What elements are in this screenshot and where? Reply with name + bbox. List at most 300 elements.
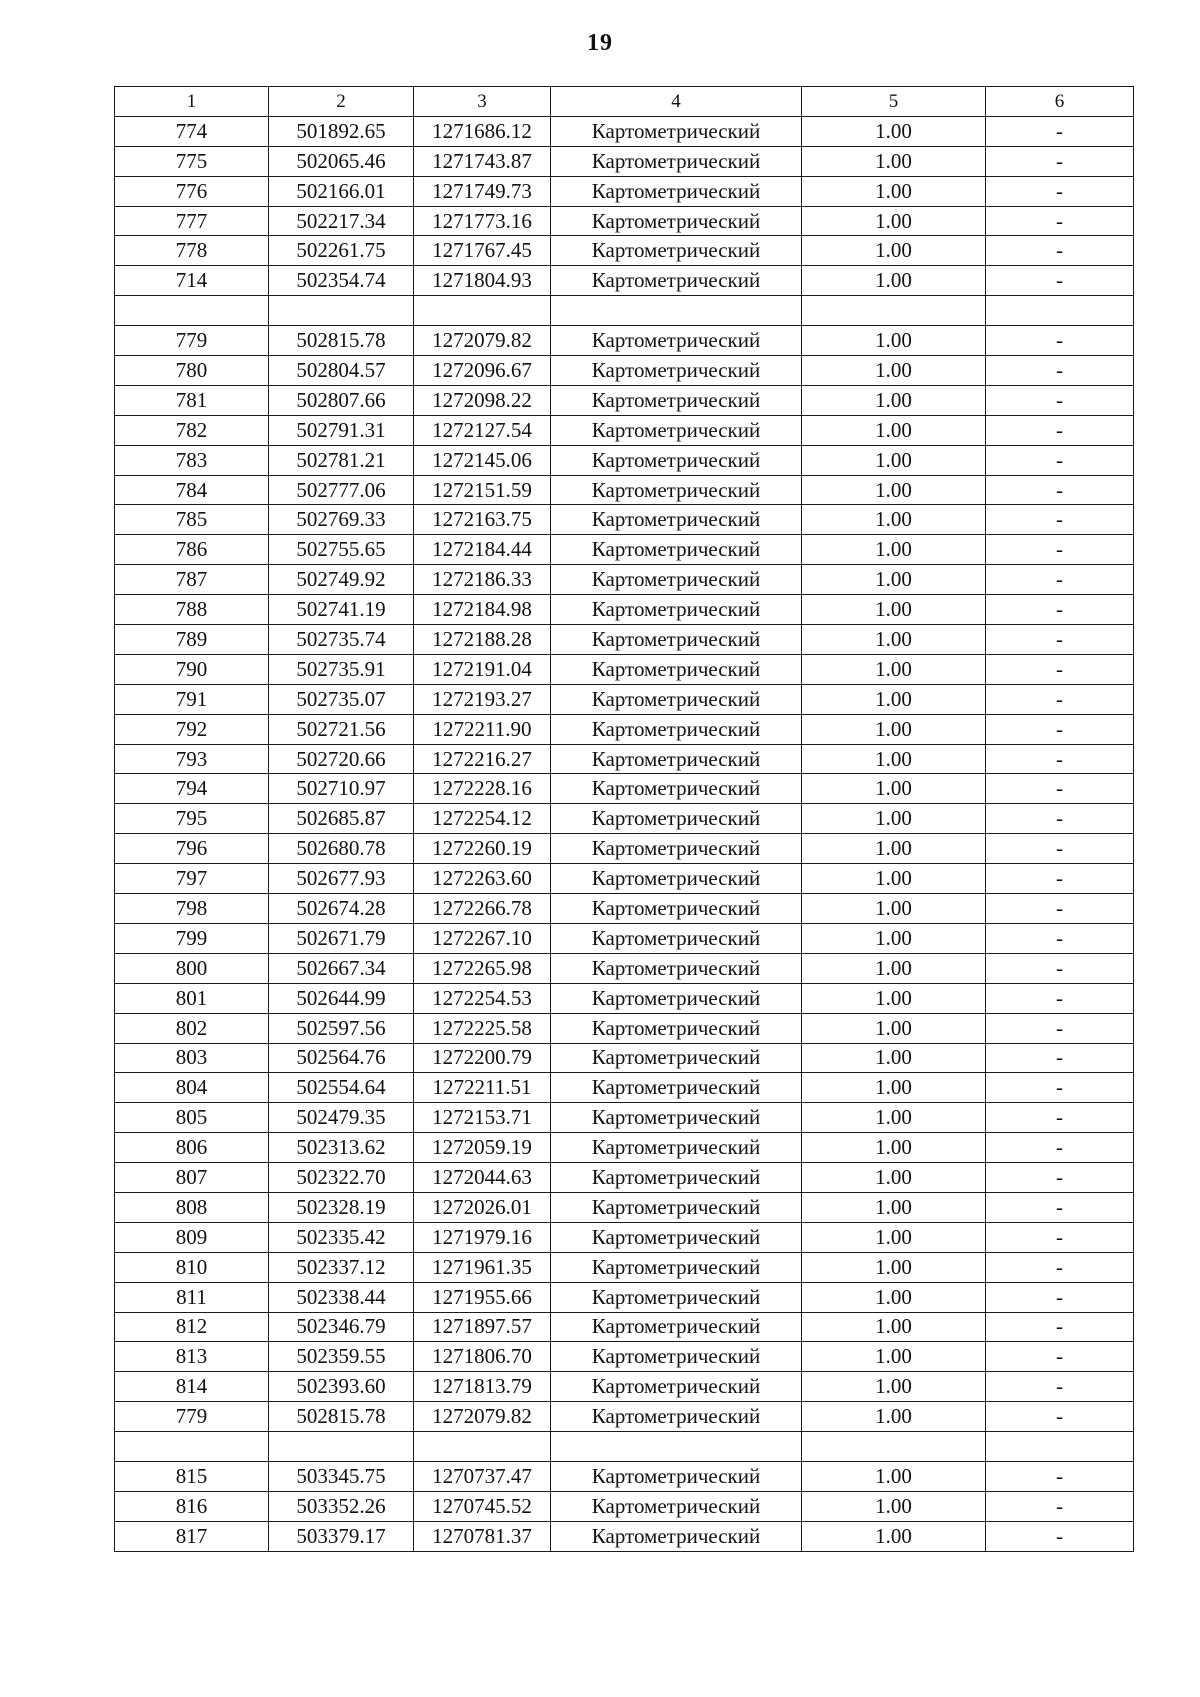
note-cell: - [986, 1222, 1134, 1252]
point-number-cell: 815 [115, 1461, 269, 1491]
method-cell: Картометрический [551, 714, 802, 744]
table-row [115, 535, 1134, 565]
method-cell: Картометрический [551, 1342, 802, 1372]
y-coordinate-cell: 1270745.52 [414, 1491, 551, 1521]
accuracy-cell: 1.00 [802, 774, 986, 804]
x-coordinate-cell: 502677.93 [269, 864, 414, 894]
y-coordinate-cell: 1272059.19 [414, 1133, 551, 1163]
y-coordinate-cell: 1271961.35 [414, 1252, 551, 1282]
x-coordinate-cell [269, 296, 414, 326]
accuracy-cell: 1.00 [802, 356, 986, 386]
table-row [115, 176, 1134, 206]
accuracy-cell: 1.00 [802, 1043, 986, 1073]
table-row [115, 356, 1134, 386]
note-cell: - [986, 1312, 1134, 1342]
method-cell: Картометрический [551, 445, 802, 475]
y-coordinate-cell [414, 296, 551, 326]
x-coordinate-cell: 502735.74 [269, 625, 414, 655]
y-coordinate-cell: 1272263.60 [414, 864, 551, 894]
y-coordinate-cell: 1272127.54 [414, 415, 551, 445]
x-coordinate-cell: 502346.79 [269, 1312, 414, 1342]
table-row [115, 953, 1134, 983]
point-number-cell: 807 [115, 1163, 269, 1193]
column-header: 6 [986, 87, 1134, 117]
note-cell: - [986, 146, 1134, 176]
y-coordinate-cell: 1272044.63 [414, 1163, 551, 1193]
method-cell: Картометрический [551, 1252, 802, 1282]
x-coordinate-cell: 502597.56 [269, 1013, 414, 1043]
point-number-cell: 817 [115, 1521, 269, 1551]
x-coordinate-cell: 502721.56 [269, 714, 414, 744]
accuracy-cell: 1.00 [802, 475, 986, 505]
accuracy-cell: 1.00 [802, 1252, 986, 1282]
point-number-cell: 804 [115, 1073, 269, 1103]
method-cell: Картометрический [551, 505, 802, 535]
note-cell: - [986, 1073, 1134, 1103]
note-cell [986, 296, 1134, 326]
method-cell: Картометрический [551, 206, 802, 236]
point-number-cell: 777 [115, 206, 269, 236]
accuracy-cell: 1.00 [802, 236, 986, 266]
x-coordinate-cell: 503352.26 [269, 1491, 414, 1521]
note-cell: - [986, 1282, 1134, 1312]
y-coordinate-cell: 1272254.53 [414, 983, 551, 1013]
x-coordinate-cell: 502804.57 [269, 356, 414, 386]
accuracy-cell: 1.00 [802, 595, 986, 625]
method-cell: Картометрический [551, 923, 802, 953]
table-row [115, 983, 1134, 1013]
table-row [115, 774, 1134, 804]
y-coordinate-cell: 1272188.28 [414, 625, 551, 655]
coordinates-table [114, 86, 1134, 1552]
point-number-cell: 783 [115, 445, 269, 475]
point-number-cell: 806 [115, 1133, 269, 1163]
accuracy-cell: 1.00 [802, 1372, 986, 1402]
x-coordinate-cell: 502322.70 [269, 1163, 414, 1193]
y-coordinate-cell: 1272026.01 [414, 1192, 551, 1222]
y-coordinate-cell: 1272184.98 [414, 595, 551, 625]
note-cell: - [986, 1461, 1134, 1491]
note-cell: - [986, 236, 1134, 266]
x-coordinate-cell: 502393.60 [269, 1372, 414, 1402]
accuracy-cell: 1.00 [802, 176, 986, 206]
point-number-cell: 779 [115, 1402, 269, 1432]
method-cell: Картометрический [551, 1013, 802, 1043]
accuracy-cell: 1.00 [802, 445, 986, 475]
method-cell: Картометрический [551, 804, 802, 834]
table-row [115, 505, 1134, 535]
table-row [115, 1282, 1134, 1312]
column-header: 5 [802, 87, 986, 117]
table-row [115, 1372, 1134, 1402]
accuracy-cell: 1.00 [802, 1312, 986, 1342]
note-cell: - [986, 1402, 1134, 1432]
x-coordinate-cell: 502769.33 [269, 505, 414, 535]
method-cell: Картометрический [551, 385, 802, 415]
point-number-cell: 788 [115, 595, 269, 625]
accuracy-cell: 1.00 [802, 206, 986, 236]
table-row [115, 1521, 1134, 1551]
table-row [115, 1252, 1134, 1282]
accuracy-cell: 1.00 [802, 684, 986, 714]
table-row [115, 894, 1134, 924]
y-coordinate-cell: 1271743.87 [414, 146, 551, 176]
point-number-cell: 799 [115, 923, 269, 953]
accuracy-cell: 1.00 [802, 625, 986, 655]
x-coordinate-cell: 502674.28 [269, 894, 414, 924]
x-coordinate-cell: 502328.19 [269, 1192, 414, 1222]
method-cell: Картометрический [551, 266, 802, 296]
table-row [115, 1491, 1134, 1521]
y-coordinate-cell: 1272145.06 [414, 445, 551, 475]
table-row [115, 595, 1134, 625]
note-cell: - [986, 774, 1134, 804]
note-cell: - [986, 714, 1134, 744]
accuracy-cell: 1.00 [802, 146, 986, 176]
x-coordinate-cell: 501892.65 [269, 116, 414, 146]
y-coordinate-cell: 1272163.75 [414, 505, 551, 535]
method-cell: Картометрический [551, 1282, 802, 1312]
x-coordinate-cell: 502338.44 [269, 1282, 414, 1312]
table-row [115, 1013, 1134, 1043]
table-row [115, 1222, 1134, 1252]
table-row [115, 714, 1134, 744]
x-coordinate-cell: 502261.75 [269, 236, 414, 266]
table-row [115, 834, 1134, 864]
y-coordinate-cell: 1272266.78 [414, 894, 551, 924]
note-cell: - [986, 684, 1134, 714]
note-cell: - [986, 1342, 1134, 1372]
accuracy-cell: 1.00 [802, 1133, 986, 1163]
method-cell: Картометрический [551, 356, 802, 386]
method-cell: Картометрический [551, 1312, 802, 1342]
note-cell: - [986, 923, 1134, 953]
note-cell: - [986, 894, 1134, 924]
x-coordinate-cell: 502791.31 [269, 415, 414, 445]
accuracy-cell: 1.00 [802, 1073, 986, 1103]
accuracy-cell: 1.00 [802, 1282, 986, 1312]
accuracy-cell: 1.00 [802, 1342, 986, 1372]
note-cell: - [986, 654, 1134, 684]
point-number-cell: 785 [115, 505, 269, 535]
point-number-cell: 774 [115, 116, 269, 146]
table-row [115, 684, 1134, 714]
table-body [115, 116, 1134, 1551]
note-cell: - [986, 1043, 1134, 1073]
method-cell: Картометрический [551, 1192, 802, 1222]
y-coordinate-cell: 1272225.58 [414, 1013, 551, 1043]
point-number-cell: 775 [115, 146, 269, 176]
point-number-cell: 808 [115, 1192, 269, 1222]
point-number-cell: 791 [115, 684, 269, 714]
note-cell: - [986, 744, 1134, 774]
method-cell: Картометрический [551, 236, 802, 266]
x-coordinate-cell: 502359.55 [269, 1342, 414, 1372]
y-coordinate-cell: 1271979.16 [414, 1222, 551, 1252]
note-cell: - [986, 983, 1134, 1013]
table-row [115, 1163, 1134, 1193]
table-row [115, 864, 1134, 894]
table-row [115, 1192, 1134, 1222]
x-coordinate-cell: 502313.62 [269, 1133, 414, 1163]
note-cell: - [986, 356, 1134, 386]
y-coordinate-cell: 1272228.16 [414, 774, 551, 804]
note-cell: - [986, 415, 1134, 445]
table-row [115, 206, 1134, 236]
method-cell: Картометрический [551, 1073, 802, 1103]
table-row [115, 236, 1134, 266]
accuracy-cell: 1.00 [802, 1222, 986, 1252]
accuracy-cell: 1.00 [802, 1013, 986, 1043]
note-cell: - [986, 834, 1134, 864]
y-coordinate-cell: 1272267.10 [414, 923, 551, 953]
note-cell: - [986, 1372, 1134, 1402]
x-coordinate-cell: 502815.78 [269, 1402, 414, 1432]
accuracy-cell: 1.00 [802, 505, 986, 535]
table-row [115, 1402, 1134, 1432]
note-cell: - [986, 176, 1134, 206]
note-cell: - [986, 1252, 1134, 1282]
method-cell: Картометрический [551, 684, 802, 714]
y-coordinate-cell: 1271686.12 [414, 116, 551, 146]
y-coordinate-cell: 1272151.59 [414, 475, 551, 505]
x-coordinate-cell: 502564.76 [269, 1043, 414, 1073]
x-coordinate-cell: 502735.91 [269, 654, 414, 684]
y-coordinate-cell: 1272211.90 [414, 714, 551, 744]
point-number-cell: 789 [115, 625, 269, 655]
x-coordinate-cell [269, 1432, 414, 1462]
note-cell: - [986, 1491, 1134, 1521]
y-coordinate-cell: 1272153.71 [414, 1103, 551, 1133]
point-number-cell: 809 [115, 1222, 269, 1252]
x-coordinate-cell: 502166.01 [269, 176, 414, 206]
note-cell: - [986, 206, 1134, 236]
x-coordinate-cell: 502720.66 [269, 744, 414, 774]
method-cell: Картометрический [551, 116, 802, 146]
separator-row [115, 1432, 1134, 1462]
point-number-cell: 802 [115, 1013, 269, 1043]
note-cell: - [986, 804, 1134, 834]
accuracy-cell [802, 296, 986, 326]
x-coordinate-cell: 502781.21 [269, 445, 414, 475]
table-row [115, 744, 1134, 774]
accuracy-cell: 1.00 [802, 834, 986, 864]
y-coordinate-cell: 1272260.19 [414, 834, 551, 864]
point-number-cell: 794 [115, 774, 269, 804]
accuracy-cell: 1.00 [802, 1521, 986, 1551]
note-cell: - [986, 625, 1134, 655]
accuracy-cell: 1.00 [802, 415, 986, 445]
point-number-cell: 801 [115, 983, 269, 1013]
point-number-cell: 796 [115, 834, 269, 864]
point-number-cell: 797 [115, 864, 269, 894]
accuracy-cell: 1.00 [802, 1461, 986, 1491]
y-coordinate-cell: 1272193.27 [414, 684, 551, 714]
y-coordinate-cell: 1272096.67 [414, 356, 551, 386]
accuracy-cell: 1.00 [802, 1103, 986, 1133]
point-number-cell: 782 [115, 415, 269, 445]
note-cell: - [986, 595, 1134, 625]
table-row [115, 415, 1134, 445]
method-cell: Картометрический [551, 834, 802, 864]
y-coordinate-cell: 1271804.93 [414, 266, 551, 296]
y-coordinate-cell: 1272265.98 [414, 953, 551, 983]
accuracy-cell: 1.00 [802, 804, 986, 834]
point-number-cell: 778 [115, 236, 269, 266]
table-row [115, 475, 1134, 505]
x-coordinate-cell: 502667.34 [269, 953, 414, 983]
accuracy-cell: 1.00 [802, 894, 986, 924]
method-cell: Картометрический [551, 744, 802, 774]
column-header: 2 [269, 87, 414, 117]
method-cell: Картометрический [551, 953, 802, 983]
x-coordinate-cell: 502807.66 [269, 385, 414, 415]
y-coordinate-cell: 1272186.33 [414, 565, 551, 595]
method-cell: Картометрический [551, 415, 802, 445]
x-coordinate-cell: 503379.17 [269, 1521, 414, 1551]
point-number-cell: 779 [115, 326, 269, 356]
table-row [115, 445, 1134, 475]
method-cell: Картометрический [551, 894, 802, 924]
note-cell: - [986, 1103, 1134, 1133]
y-coordinate-cell: 1272216.27 [414, 744, 551, 774]
x-coordinate-cell: 502680.78 [269, 834, 414, 864]
method-cell [551, 296, 802, 326]
point-number-cell: 780 [115, 356, 269, 386]
point-number-cell: 790 [115, 654, 269, 684]
method-cell: Картометрический [551, 1043, 802, 1073]
method-cell [551, 1432, 802, 1462]
point-number-cell: 812 [115, 1312, 269, 1342]
accuracy-cell: 1.00 [802, 535, 986, 565]
note-cell [986, 1432, 1134, 1462]
x-coordinate-cell: 502335.42 [269, 1222, 414, 1252]
table-row [115, 1312, 1134, 1342]
point-number-cell: 805 [115, 1103, 269, 1133]
point-number-cell [115, 296, 269, 326]
method-cell: Картометрический [551, 1402, 802, 1432]
y-coordinate-cell: 1272079.82 [414, 326, 551, 356]
x-coordinate-cell: 502735.07 [269, 684, 414, 714]
note-cell: - [986, 505, 1134, 535]
point-number-cell: 776 [115, 176, 269, 206]
x-coordinate-cell: 502749.92 [269, 565, 414, 595]
x-coordinate-cell: 502685.87 [269, 804, 414, 834]
note-cell: - [986, 266, 1134, 296]
x-coordinate-cell: 502479.35 [269, 1103, 414, 1133]
accuracy-cell: 1.00 [802, 1491, 986, 1521]
accuracy-cell: 1.00 [802, 385, 986, 415]
table-row [115, 1461, 1134, 1491]
accuracy-cell: 1.00 [802, 953, 986, 983]
note-cell: - [986, 535, 1134, 565]
y-coordinate-cell: 1272184.44 [414, 535, 551, 565]
point-number-cell: 781 [115, 385, 269, 415]
point-number-cell: 814 [115, 1372, 269, 1402]
accuracy-cell [802, 1432, 986, 1462]
method-cell: Картометрический [551, 146, 802, 176]
table-row [115, 1133, 1134, 1163]
note-cell: - [986, 1013, 1134, 1043]
accuracy-cell: 1.00 [802, 983, 986, 1013]
method-cell: Картометрический [551, 1491, 802, 1521]
note-cell: - [986, 1163, 1134, 1193]
note-cell: - [986, 326, 1134, 356]
note-cell: - [986, 445, 1134, 475]
y-coordinate-cell: 1271955.66 [414, 1282, 551, 1312]
x-coordinate-cell: 502671.79 [269, 923, 414, 953]
accuracy-cell: 1.00 [802, 654, 986, 684]
point-number-cell: 792 [115, 714, 269, 744]
table-header-row [115, 87, 1134, 117]
method-cell: Картометрический [551, 1133, 802, 1163]
point-number-cell: 813 [115, 1342, 269, 1372]
table-row [115, 625, 1134, 655]
method-cell: Картометрический [551, 595, 802, 625]
y-coordinate-cell: 1272098.22 [414, 385, 551, 415]
point-number-cell: 784 [115, 475, 269, 505]
note-cell: - [986, 1521, 1134, 1551]
method-cell: Картометрический [551, 625, 802, 655]
accuracy-cell: 1.00 [802, 116, 986, 146]
point-number-cell: 811 [115, 1282, 269, 1312]
note-cell: - [986, 953, 1134, 983]
method-cell: Картометрический [551, 774, 802, 804]
table-row [115, 146, 1134, 176]
point-number-cell: 795 [115, 804, 269, 834]
table-row [115, 1043, 1134, 1073]
method-cell: Картометрический [551, 1103, 802, 1133]
note-cell: - [986, 385, 1134, 415]
x-coordinate-cell: 502741.19 [269, 595, 414, 625]
method-cell: Картометрический [551, 1461, 802, 1491]
x-coordinate-cell: 502644.99 [269, 983, 414, 1013]
method-cell: Картометрический [551, 565, 802, 595]
column-header: 1 [115, 87, 269, 117]
x-coordinate-cell: 502065.46 [269, 146, 414, 176]
x-coordinate-cell: 502554.64 [269, 1073, 414, 1103]
point-number-cell [115, 1432, 269, 1462]
x-coordinate-cell: 503345.75 [269, 1461, 414, 1491]
point-number-cell: 798 [115, 894, 269, 924]
x-coordinate-cell: 502337.12 [269, 1252, 414, 1282]
y-coordinate-cell: 1271813.79 [414, 1372, 551, 1402]
accuracy-cell: 1.00 [802, 1402, 986, 1432]
note-cell: - [986, 1133, 1134, 1163]
page-number: 19 [587, 30, 613, 56]
point-number-cell: 803 [115, 1043, 269, 1073]
y-coordinate-cell: 1271773.16 [414, 206, 551, 236]
accuracy-cell: 1.00 [802, 266, 986, 296]
accuracy-cell: 1.00 [802, 864, 986, 894]
method-cell: Картометрический [551, 475, 802, 505]
table-row [115, 804, 1134, 834]
table-row [115, 923, 1134, 953]
table-row [115, 266, 1134, 296]
point-number-cell: 793 [115, 744, 269, 774]
note-cell: - [986, 116, 1134, 146]
x-coordinate-cell: 502354.74 [269, 266, 414, 296]
y-coordinate-cell: 1271806.70 [414, 1342, 551, 1372]
point-number-cell: 787 [115, 565, 269, 595]
method-cell: Картометрический [551, 654, 802, 684]
note-cell: - [986, 475, 1134, 505]
table-row [115, 116, 1134, 146]
accuracy-cell: 1.00 [802, 714, 986, 744]
y-coordinate-cell: 1272200.79 [414, 1043, 551, 1073]
point-number-cell: 810 [115, 1252, 269, 1282]
column-header: 3 [414, 87, 551, 117]
